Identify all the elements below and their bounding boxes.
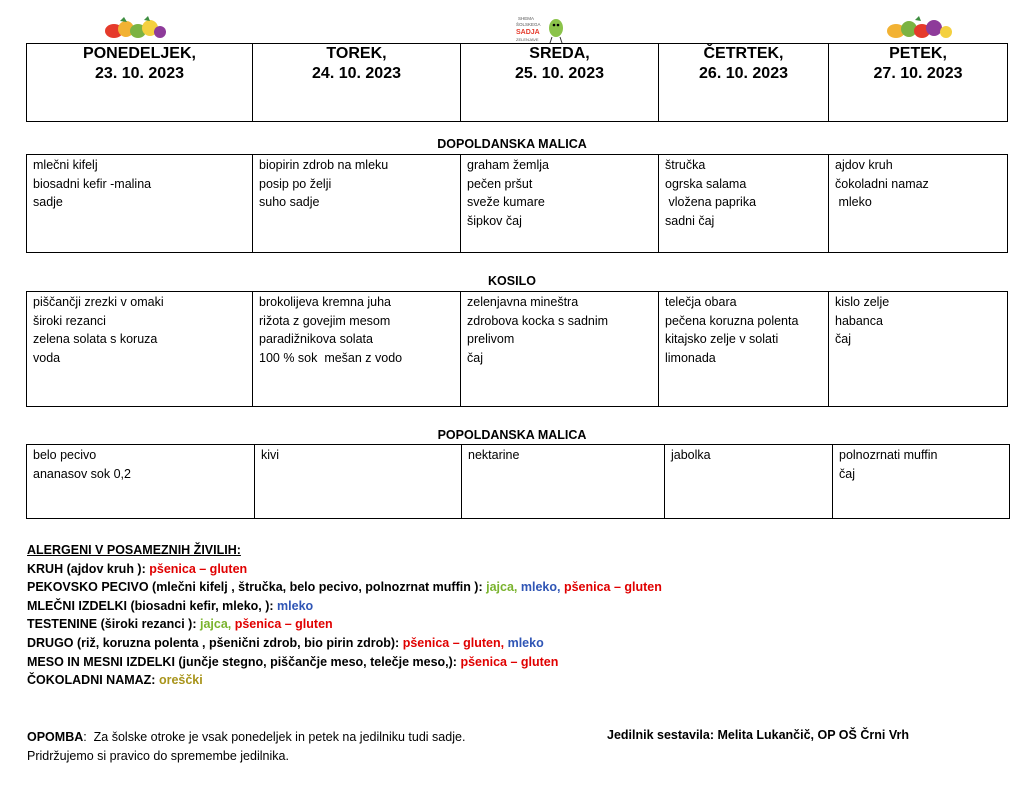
menu-item: šipkov čaj <box>467 213 522 228</box>
morning-snack-title: DOPOLDANSKA MALICA <box>437 137 587 151</box>
note-text: : Za šolske otroke je vsak ponedeljek in petek na jedilniku tudi sadje. <box>83 730 466 744</box>
lunch-cell-tuesday <box>253 292 461 407</box>
lunch-cell-friday <box>829 292 1008 407</box>
menu-item: zelenjavna mineštra <box>467 295 579 309</box>
menu-item: belo pecivo <box>33 448 97 462</box>
menu-item: limonada <box>665 350 716 365</box>
allergen-line-bread: KRUH (ajdov kruh ): pšenica – gluten <box>27 561 248 576</box>
menu-item: telečja obara <box>665 295 737 309</box>
menu-item: kislo zelje <box>835 295 890 309</box>
note-section <box>27 728 465 765</box>
morning-cell-monday <box>27 155 253 253</box>
afternoon-cell-tuesday <box>255 445 462 519</box>
lunch-table <box>26 291 1008 407</box>
menu-item: široki rezanci <box>33 313 106 328</box>
menu-item: prelivom <box>467 332 515 346</box>
afternoon-snack-title: POPOLDANSKA MALICA <box>437 428 587 442</box>
menu-item: čaj <box>467 350 483 365</box>
menu-author: Jedilnik sestavila: Melita Lukančič, OP OŠ Črni Vrh <box>607 728 909 742</box>
menu-item: jabolka <box>671 448 711 462</box>
menu-item: zelena solata s koruza <box>33 332 158 346</box>
menu-item: sadni čaj <box>665 213 715 228</box>
afternoon-cell-wednesday <box>462 445 665 519</box>
menu-item: piščančji zrezki v omaki <box>33 295 164 309</box>
menu-item: mleko <box>835 195 872 209</box>
menu-item: čaj <box>835 332 851 346</box>
menu-item: ogrska salama <box>665 176 747 191</box>
afternoon-snack-table <box>26 444 1010 519</box>
fruit-basket-logo-right <box>882 15 954 39</box>
menu-item: nektarine <box>468 448 520 462</box>
morning-cell-wednesday <box>461 155 659 253</box>
day-header-tuesday: TOREK, 24. 10. 2023 <box>253 44 461 122</box>
morning-cell-thursday <box>659 155 829 253</box>
menu-item: mlečni kifelj <box>33 158 98 172</box>
menu-item: biopirin zdrob na mleku <box>259 158 389 172</box>
menu-item: čaj <box>839 466 855 481</box>
allergens-title: ALERGENI V POSAMEZNIH ŽIVILIH: <box>27 543 241 557</box>
menu-item: graham žemlja <box>467 158 549 172</box>
lunch-cell-wednesday <box>461 292 659 407</box>
allergen-line-dairy: MLEČNI IZDELKI (biosadni kefir, mleko, ): mleko <box>27 598 314 613</box>
allergen-line-meat: MESO IN MESNI IZDELKI (junčje stegno, piščančje meso, telečje meso,): pšenica – gluten <box>27 654 559 669</box>
menu-item: 100 % sok mešan z vodo <box>259 350 403 365</box>
menu-item: habanca <box>835 313 883 328</box>
note-line-2: Pridržujemo si pravico do spremembe jedilnika. <box>27 748 289 763</box>
menu-item: ananasov sok 0,2 <box>33 466 131 481</box>
menu-item: paradižnikova solata <box>259 332 373 346</box>
menu-item: suho sadje <box>259 195 320 209</box>
day-header-thursday: ČETRTEK, 26. 10. 2023 <box>659 44 829 122</box>
menu-item: ajdov kruh <box>835 158 893 172</box>
day-header-wednesday: SREDA, 25. 10. 2023 <box>461 44 659 122</box>
allergen-line-pasta: TESTENINE (široki rezanci ): jajca, pšenica – gluten <box>27 617 333 632</box>
menu-item: sadje <box>33 195 63 209</box>
menu-item: čokoladni namaz <box>835 176 929 191</box>
days-header-table <box>26 43 1008 122</box>
menu-item: polnozrnati muffin <box>839 448 938 462</box>
afternoon-cell-monday <box>27 445 255 519</box>
menu-item: pečen pršut <box>467 176 533 191</box>
menu-item: kitajsko zelje v solati <box>665 332 779 346</box>
menu-item: brokolijeva kremna juha <box>259 295 392 309</box>
menu-item: biosadni kefir -malina <box>33 176 152 191</box>
afternoon-cell-thursday <box>665 445 833 519</box>
allergen-line-pastry: PEKOVSKO PECIVO (mlečni kifelj , štručka, belo pecivo, polnozrnat muffin ): jajca, mleko, pšenica – gluten <box>27 580 662 595</box>
allergens-section <box>27 541 662 690</box>
menu-item: zdrobova kocka s sadnim <box>467 313 609 328</box>
note-label: OPOMBA <box>27 730 84 744</box>
menu-item: rižota z govejim mesom <box>259 313 391 328</box>
lunch-cell-monday <box>27 292 253 407</box>
menu-item: štručka <box>665 158 706 172</box>
day-header-monday: PONEDELJEK, 23. 10. 2023 <box>27 44 253 122</box>
lunch-cell-thursday <box>659 292 829 407</box>
logo-line-2: ŠOLSKEGA <box>516 22 541 27</box>
morning-cell-friday <box>829 155 1008 253</box>
lunch-title: KOSILO <box>488 274 536 288</box>
logo-line-1: SHEMA <box>518 16 535 21</box>
menu-item: kivi <box>261 448 280 462</box>
menu-item: sveže kumare <box>467 195 545 209</box>
fruit-basket-logo-left <box>100 15 168 39</box>
menu-item: voda <box>33 350 61 365</box>
menu-item: posip po želji <box>259 176 332 191</box>
morning-cell-tuesday <box>253 155 461 253</box>
menu-item: pečena koruzna polenta <box>665 313 799 328</box>
logo-line-3: SADJA <box>516 29 540 36</box>
allergen-line-chocolate: ČOKOLADNI NAMAZ: oreščki <box>27 673 203 688</box>
day-header-friday: PETEK, 27. 10. 2023 <box>829 44 1008 122</box>
afternoon-cell-friday <box>833 445 1010 519</box>
school-fruit-scheme-logo <box>508 12 570 44</box>
allergen-line-other: DRUGO (riž, koruzna polenta , pšenični zdrob, bio pirin zdrob): pšenica – gluten, mleko <box>27 635 544 650</box>
logo-line-4: ZELENJAVE <box>516 37 539 42</box>
menu-item: vložena paprika <box>665 195 757 209</box>
morning-snack-table <box>26 154 1008 253</box>
